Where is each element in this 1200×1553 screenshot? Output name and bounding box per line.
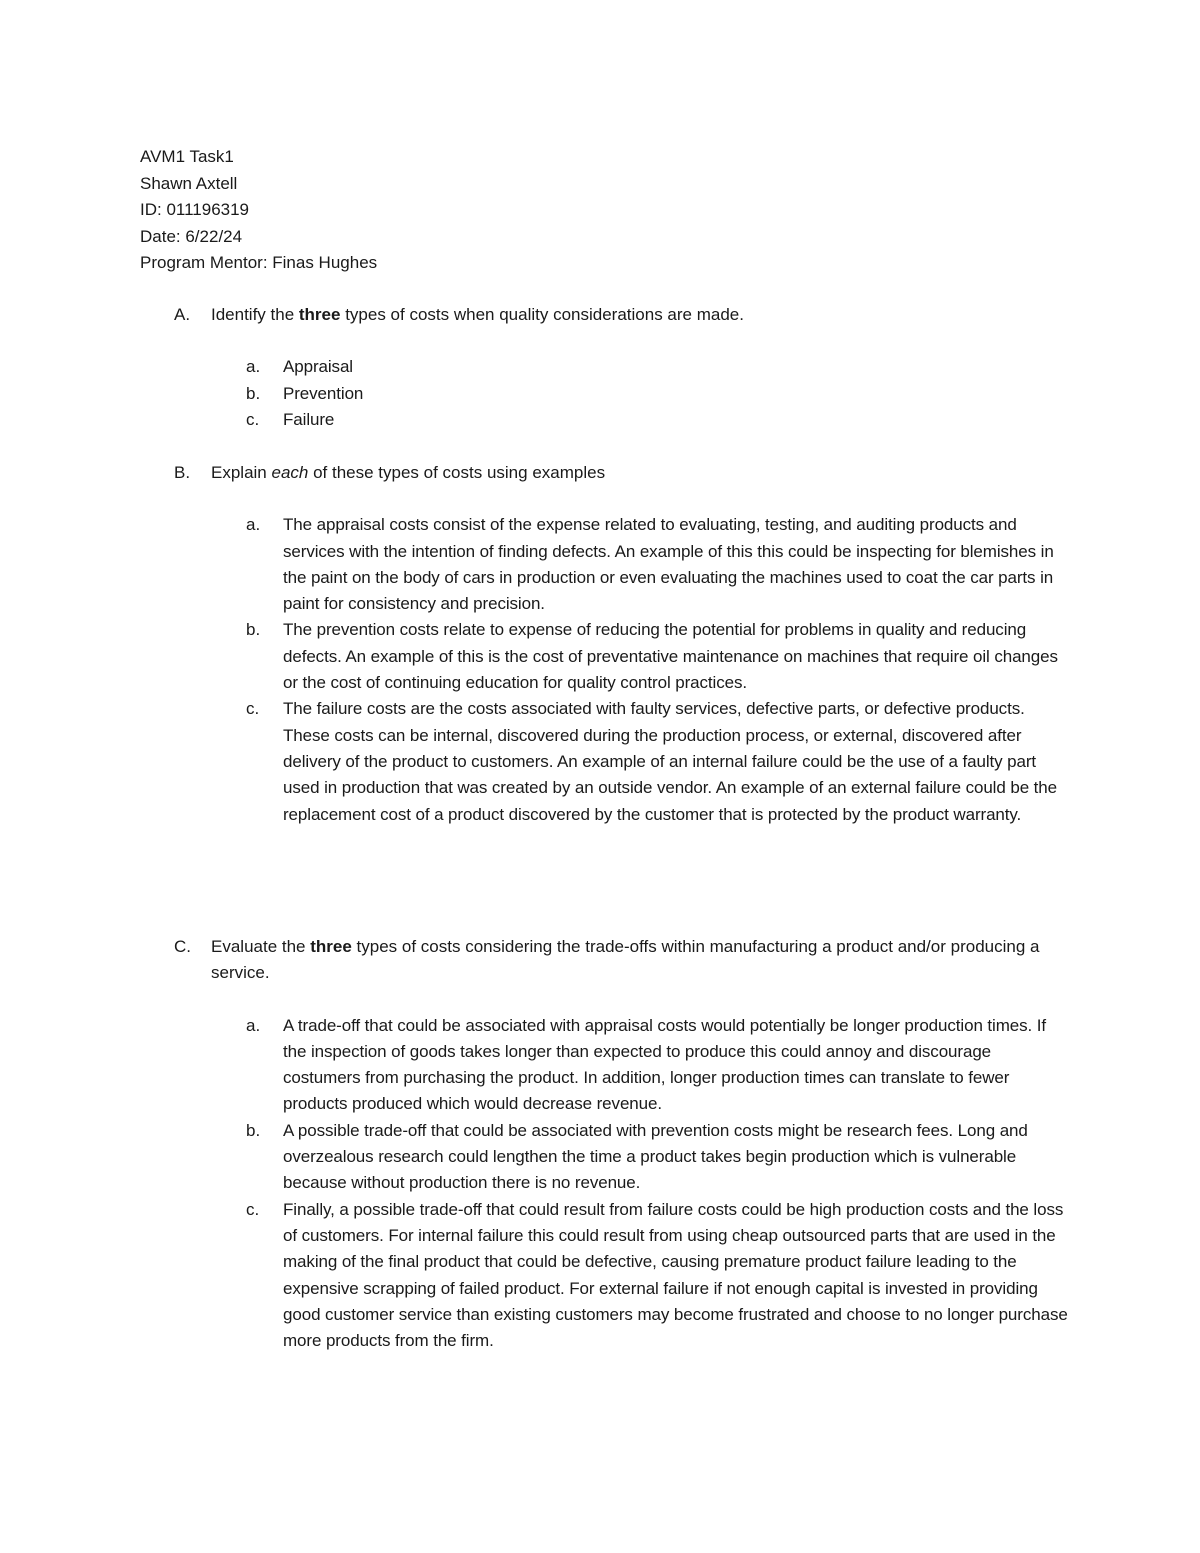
answer-letter: c.	[246, 409, 260, 429]
document-header	[140, 144, 377, 277]
answer-text: The failure costs are the costs associated with faulty services, defective parts, or defective products. These costs can be internal, discovered during the production process, or external, discovered after delivery of the product to customers. An example of an internal failure could be the use of a faulty part used in production that was created by an outside vendor. An example of an external failure could be the replacement cost of a product discovered by the customer that is protected by the product warranty.	[283, 699, 1057, 824]
question-letter: B.	[174, 463, 191, 482]
question-b	[0, 460, 1200, 486]
answer-letter: a.	[246, 357, 261, 377]
answer-letter: a.	[246, 1015, 261, 1035]
answer-list	[0, 512, 1200, 828]
answer-list	[0, 354, 1200, 433]
question-text: types of costs when quality considerations are made.	[340, 305, 744, 324]
section-c	[0, 934, 1200, 1354]
answer-letter: c.	[246, 1199, 260, 1219]
question-a	[0, 302, 1200, 328]
list-item	[0, 617, 1200, 696]
answer-list	[0, 1013, 1200, 1355]
student-id: ID: 011196319	[140, 200, 250, 219]
answer-letter: b.	[246, 383, 261, 403]
list-item	[0, 1197, 1200, 1355]
section-b	[0, 460, 1200, 828]
answer-text: A trade-off that could be associated with appraisal costs would potentially be longer production times. If the inspection of goods takes longer than expected to produce this could annoy and discourage costumers from purchasing the product. In addition, longer production times can translate to fewer products produced which would decrease revenue.	[283, 1015, 1047, 1114]
answer-letter: c.	[246, 699, 260, 719]
question-c	[0, 934, 1200, 987]
answer-text: A possible trade-off that could be associated with prevention costs might be research fees. Long and overzealous research could lengthen the time a product takes begin production which is vulnerable because without production there is no revenue.	[283, 1120, 1028, 1193]
list-item	[0, 1013, 1200, 1118]
answer-text: The prevention costs relate to expense of reducing the potential for problems in quality and reducing defects. An example of this is the cost of preventative maintenance on machines that require oil changes or the cost of continuing education for quality control practices.	[283, 620, 1058, 693]
list-item	[0, 696, 1200, 827]
question-letter: A.	[174, 305, 191, 324]
author-name: Shawn Axtell	[140, 173, 238, 193]
answer-letter: b.	[246, 620, 261, 640]
list-item	[0, 512, 1200, 617]
document-title: AVM1 Task1	[140, 147, 234, 166]
question-text: Evaluate the	[211, 937, 311, 956]
answer-text: Finally, a possible trade-off that could result from failure costs could be high production costs and the loss of customers. For internal failure this could result from using cheap outsourced parts that are used in the making of the final product that could be defective, causing premature product failure leading to the expensive scrapping of failed product. For external failure if not enough capital is invested in providing good customer service than existing customers may become frustrated and choose to no longer purchase more products from the firm.	[283, 1199, 1068, 1351]
answer-text: The appraisal costs consist of the expense related to evaluating, testing, and auditing products and services with the intention of finding defects. An example of this this could be inspecting for blemishes in the paint on the body of cars in production or even evaluating the machines used to coat the car parts in paint for consistency and precision.	[283, 515, 1054, 614]
list-item	[0, 354, 1200, 380]
program-mentor: Program Mentor: Finas Hughes	[140, 253, 378, 272]
answer-letter: a.	[246, 515, 261, 535]
answer-text: Failure	[283, 409, 335, 429]
question-text: Explain	[211, 463, 272, 482]
question-emphasis: three	[310, 937, 352, 956]
answer-text: Appraisal	[283, 357, 353, 377]
list-item	[0, 381, 1200, 407]
list-item	[0, 1118, 1200, 1197]
question-text: types of costs considering the trade-offs within manufacturing a product and/or producing a service.	[211, 937, 1040, 983]
question-letter: C.	[174, 937, 191, 956]
question-emphasis: each	[271, 463, 309, 482]
document-date: Date: 6/22/24	[140, 226, 243, 246]
question-text: of these types of costs using examples	[308, 463, 606, 482]
question-text: Identify the	[211, 305, 299, 324]
answer-text: Prevention	[283, 383, 364, 403]
list-item	[0, 407, 1200, 433]
answer-letter: b.	[246, 1120, 261, 1140]
section-a	[0, 302, 1200, 433]
question-emphasis: three	[298, 305, 341, 324]
